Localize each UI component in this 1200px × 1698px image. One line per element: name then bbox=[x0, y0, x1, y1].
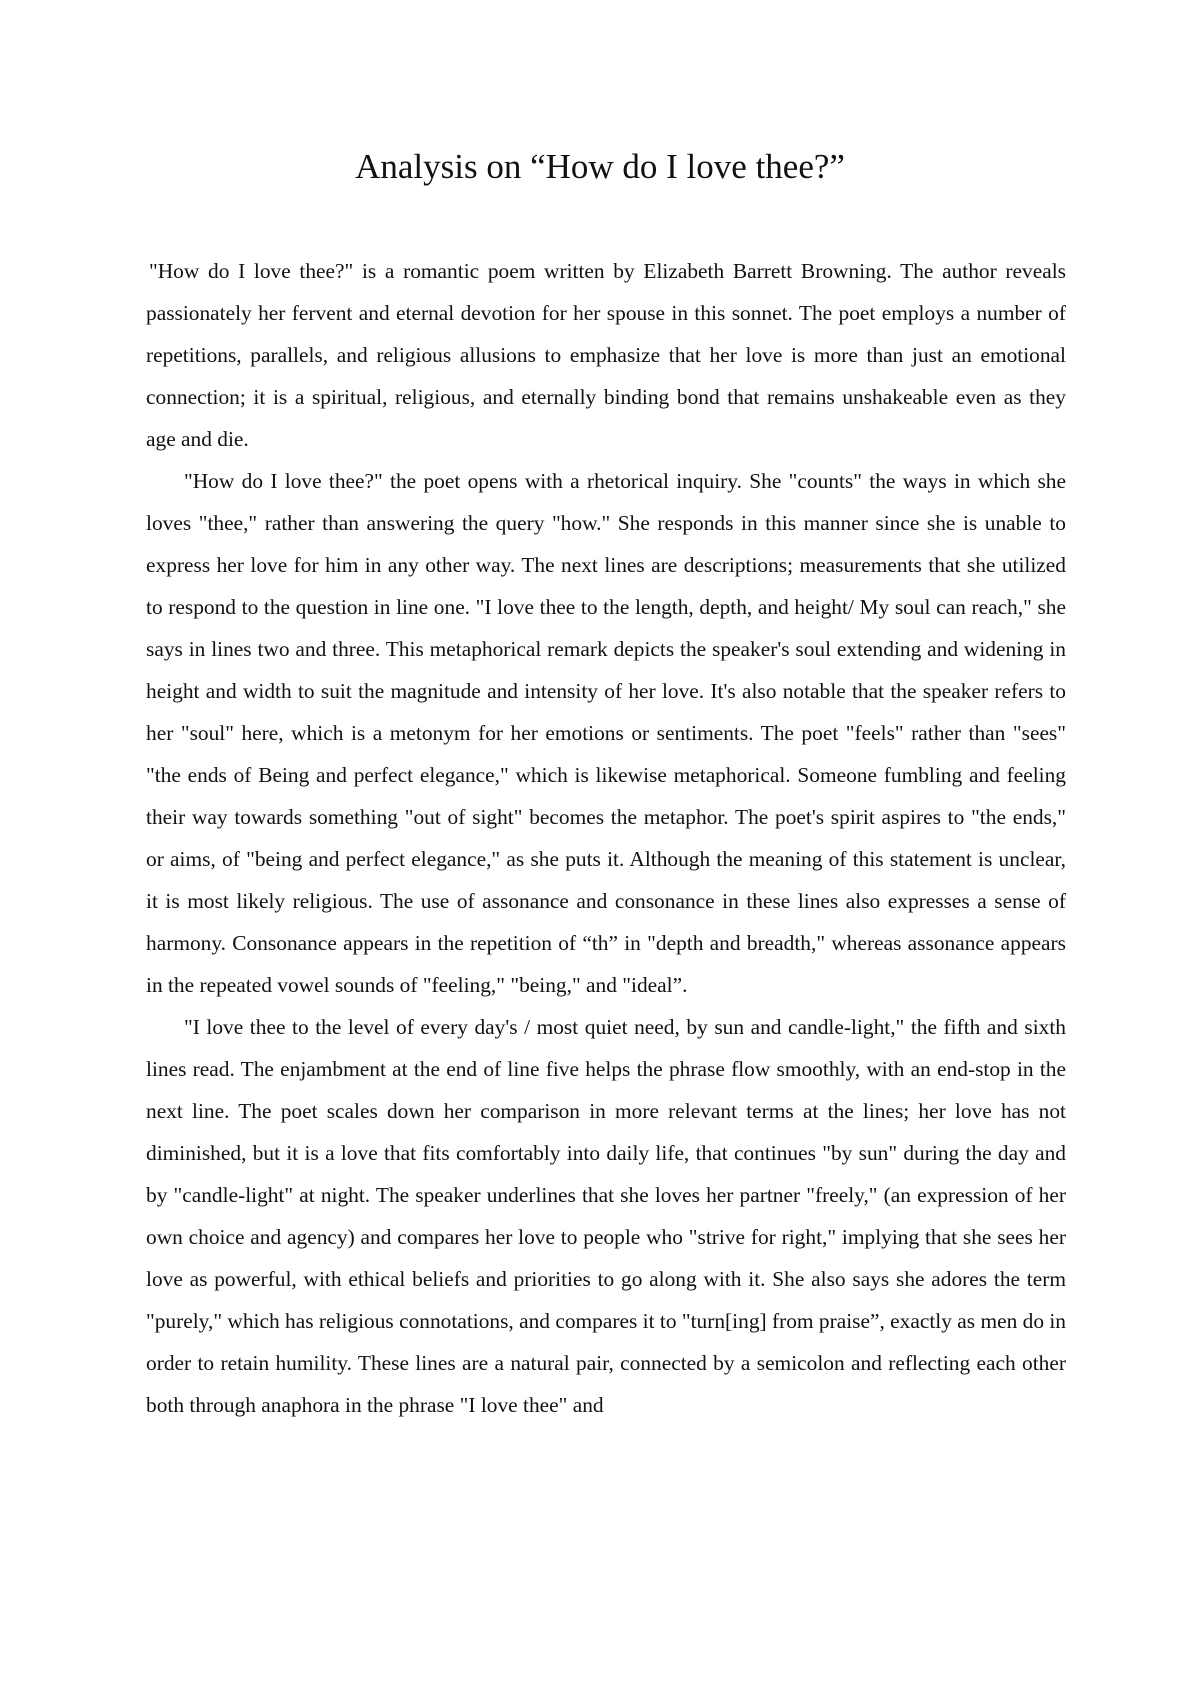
paragraph-lines-five-six: "I love thee to the level of every day's / most quiet need, by sun and candle-light," the fifth and sixth lines read. The enjambment at the end of line five helps the phrase flow smoothly, with an end-stop in the next line. The poet scales down her comparison in more relevant terms at the lines; her love has not diminished, but it is a love that fits comfortably into daily life, that continues "by sun" during the day and by "candle-light" at night. The speaker underlines that she loves her partner "freely," (an expression of her own choice and agency) and compares her love to people who "strive for right," implying that she sees her love as powerful, with ethical beliefs and priorities to go along with it. She also says she adores the term "purely," which has religious connotations, and compares it to "turn[ing] from praise”, exactly as men do in order to retain humility. These lines are a natural pair, connected by a semicolon and reflecting each other both through anaphora in the phrase "I love thee" and bbox=[146, 1015, 1067, 1417]
document-title: Analysis on “How do I love thee?” bbox=[355, 147, 845, 186]
paragraph-opening-analysis: "How do I love thee?" the poet opens with a rhetorical inquiry. She "counts" the ways in which she loves "thee," rather than answering the query "how." She responds in this manner since she is unable to express her love for him in any other way. The next lines are descriptions; measurements that she utilized to respond to the question in line one. "I love thee to the length, depth, and height/ My soul can reach," she says in lines two and three. This metaphorical remark depicts the speaker's soul extending and widening in height and width to suit the magnitude and intensity of her love. It's also notable that the speaker refers to her "soul" here, which is a metonym for her emotions or sentiments. The poet "feels" rather than "sees" "the ends of Being and perfect elegance," which is likewise metaphorical. Someone fumbling and feeling their way towards something "out of sight" becomes the metaphor. The poet's spirit aspires to "the ends," or aims, of "being and perfect elegance," as she puts it. Although the meaning of this statement is unclear, it is most likely religious. The use of assonance and consonance in these lines also expresses a sense of harmony. Consonance appears in the repetition of “th” in "depth and breadth," whereas assonance appears in the repeated vowel sounds of "feeling," "being," and "ideal”. bbox=[146, 469, 1066, 997]
paragraph-intro: "How do I love thee?" is a romantic poem written by Elizabeth Barrett Browning. The author reveals passionately her fervent and eternal devotion for her spouse in this sonnet. The poet employs a number of repetitions, parallels, and religious allusions to emphasize that her love is more than just an emotional connection; it is a spiritual, religious, and eternally binding bond that remains unshakeable even as they age and die. bbox=[146, 259, 1066, 451]
document-body bbox=[146, 250, 1066, 1426]
